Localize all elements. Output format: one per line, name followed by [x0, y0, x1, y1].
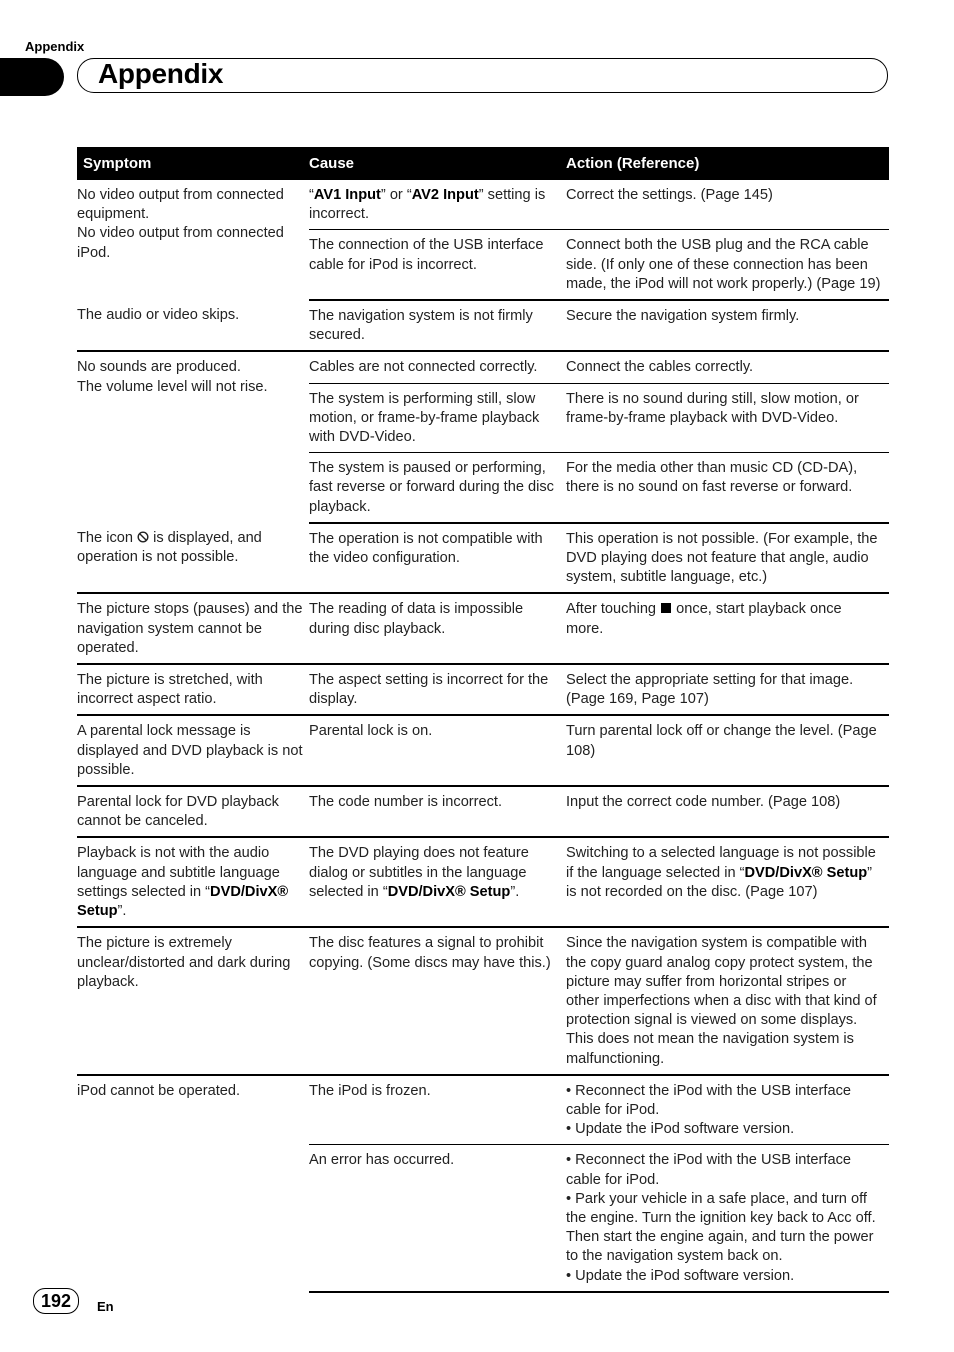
cause-cell: The disc features a signal to prohibit copying. (Some discs may have this.) — [309, 927, 566, 1074]
section-tab-marker — [0, 58, 64, 96]
cause-cell: The connection of the USB interface cable for iPod is incorrect. — [309, 230, 566, 300]
cause-cell: The reading of data is impossible during disc playback. — [309, 593, 566, 664]
action-cell: There is no sound during still, slow motion, or frame-by-frame playback with DVD-Video. — [566, 383, 889, 453]
action-cell: Select the appropriate setting for that image. (Page 169, Page 107) — [566, 664, 889, 715]
cause-cell: The system is performing still, slow motion, or frame-by-frame playback with DVD-Video. — [309, 383, 566, 453]
dvd-divx-setup-name: DVD/DivX® Setup — [77, 883, 289, 920]
symptom-cell — [77, 351, 309, 522]
symptom-cell — [77, 837, 309, 927]
cause-cell: The operation is not compatible with the video configuration. — [309, 523, 566, 594]
symptom-cell: The audio or video skips. — [77, 300, 309, 351]
dvd-divx-setup-name: DVD/DivX® Setup — [744, 864, 868, 881]
table-row — [77, 837, 889, 927]
stop-icon — [661, 603, 671, 613]
column-header-cause: Cause — [309, 147, 566, 180]
action-cell: Input the correct code number. (Page 108) — [566, 786, 889, 837]
action-text: ” is not recorded on the disc. (Page 107) — [566, 864, 873, 900]
table-row — [77, 351, 889, 383]
symptom-text: Playback is not with the audio language and subtitle language settings selected in “ — [77, 845, 280, 900]
table-row — [77, 927, 889, 1074]
cause-cell: The code number is incorrect. — [309, 786, 566, 837]
table-row — [77, 593, 889, 664]
column-header-action: Action (Reference) — [566, 147, 889, 180]
action-cell — [566, 1145, 889, 1292]
table-row — [77, 715, 889, 786]
action-bullet: • Reconnect the iPod with the USB interface cable for iPod. — [566, 1152, 851, 1188]
action-cell: Correct the settings. (Page 145) — [566, 180, 889, 230]
action-cell: Since the navigation system is compatible with the copy guard analog copy protect system, the picture may suffer from horizontal stripes or other imperfections when a disc with that kind of protection signal is viewed on some displays. This does not mean the navigation system is malfunctioning. — [566, 927, 889, 1074]
action-cell — [566, 837, 889, 927]
cause-text: ”. — [510, 883, 520, 900]
language-label: En — [97, 1299, 114, 1314]
table-row — [77, 300, 889, 351]
table-row — [77, 786, 889, 837]
symptom-text: is displayed, and operation is not possible. — [77, 529, 262, 566]
table-header-row — [77, 147, 889, 180]
action-cell: Turn parental lock off or change the level. (Page 108) — [566, 715, 889, 786]
cause-text: The DVD playing does not feature dialog or subtitles in the language selected in “ — [309, 845, 529, 900]
table-row — [77, 180, 889, 230]
action-cell — [566, 1075, 889, 1145]
cause-cell: Parental lock is on. — [309, 715, 566, 786]
symptom-cell: A parental lock message is displayed and DVD playback is not possible. — [77, 715, 309, 786]
symptom-cell: The picture is extremely unclear/distorted and dark during playback. — [77, 927, 309, 1074]
action-text: Switching to a selected language is not possible if the language selected in “ — [566, 845, 876, 881]
action-bullet: • Reconnect the iPod with the USB interface cable for iPod. — [566, 1082, 851, 1118]
table-row — [77, 523, 889, 594]
column-header-symptom: Symptom — [77, 147, 309, 180]
action-bullet: • Update the iPod software version. — [566, 1267, 795, 1284]
cause-cell: The iPod is frozen. — [309, 1075, 566, 1145]
cause-cell: The navigation system is not firmly secured. — [309, 300, 566, 351]
symptom-cell — [77, 523, 309, 594]
section-title-box — [77, 58, 888, 93]
table-row — [77, 664, 889, 715]
dvd-divx-setup-name: DVD/DivX® Setup — [387, 883, 511, 900]
action-cell: Connect both the USB plug and the RCA cable side. (If only one of these connection has been made, the iPod will not work properly.) (Page 19) — [566, 230, 889, 300]
symptom-cell: The picture stops (pauses) and the navigation system cannot be operated. — [77, 593, 309, 664]
action-text: once, start playback once more. — [566, 601, 842, 637]
prohibit-icon — [137, 531, 149, 543]
symptom-text: ”. — [117, 903, 127, 920]
cause-text: ” setting is incorrect. — [309, 187, 546, 223]
quote-open: “ — [309, 187, 314, 203]
page-number: 192 — [33, 1288, 79, 1314]
action-bullet: • Park your vehicle in a safe place, and turn off the engine. Turn the ignition key back to Acc off. Then start the engine again, and turn the power to the navigation system back on. — [566, 1190, 876, 1265]
av2-input-setting-name: AV2 Input — [411, 187, 479, 203]
symptom-cell — [77, 180, 309, 300]
section-title: Appendix — [98, 58, 224, 89]
action-bullet: • Update the iPod software version. — [566, 1121, 795, 1138]
running-head: Appendix — [25, 39, 85, 54]
cause-cell — [309, 837, 566, 927]
cause-text: ” or “ — [380, 187, 412, 203]
symptom-line: No video output from connected iPod. — [77, 225, 284, 261]
cause-cell: The aspect setting is incorrect for the display. — [309, 664, 566, 715]
av1-input-setting-name: AV1 Input — [313, 187, 381, 203]
symptom-cell: The picture is stretched, with incorrect aspect ratio. — [77, 664, 309, 715]
cause-cell — [309, 180, 566, 230]
action-cell: Secure the navigation system firmly. — [566, 300, 889, 351]
symptom-line: No video output from connected equipment. — [77, 187, 284, 223]
symptom-line: No sounds are produced. — [77, 359, 241, 376]
symptom-text: The icon — [77, 529, 138, 546]
action-cell: Connect the cables correctly. — [566, 351, 889, 383]
action-cell — [566, 593, 889, 664]
cause-cell: Cables are not connected correctly. — [309, 351, 566, 383]
cause-cell: An error has occurred. — [309, 1145, 566, 1292]
symptom-cell: iPod cannot be operated. — [77, 1082, 241, 1099]
action-cell: For the media other than music CD (CD-DA), there is no sound on fast reverse or forward. — [566, 453, 889, 523]
cause-cell: The system is paused or performing, fast reverse or forward during the disc playback. — [309, 453, 566, 523]
symptom-line: The volume level will not rise. — [77, 378, 268, 395]
symptom-cell: Parental lock for DVD playback cannot be canceled. — [77, 786, 309, 837]
action-cell: This operation is not possible. (For example, the DVD playing does not feature that angle, audio system, subtitle language, etc.) — [566, 523, 889, 594]
troubleshooting-table — [77, 147, 889, 1293]
table-row — [77, 1075, 889, 1145]
action-text: After touching — [566, 601, 661, 618]
